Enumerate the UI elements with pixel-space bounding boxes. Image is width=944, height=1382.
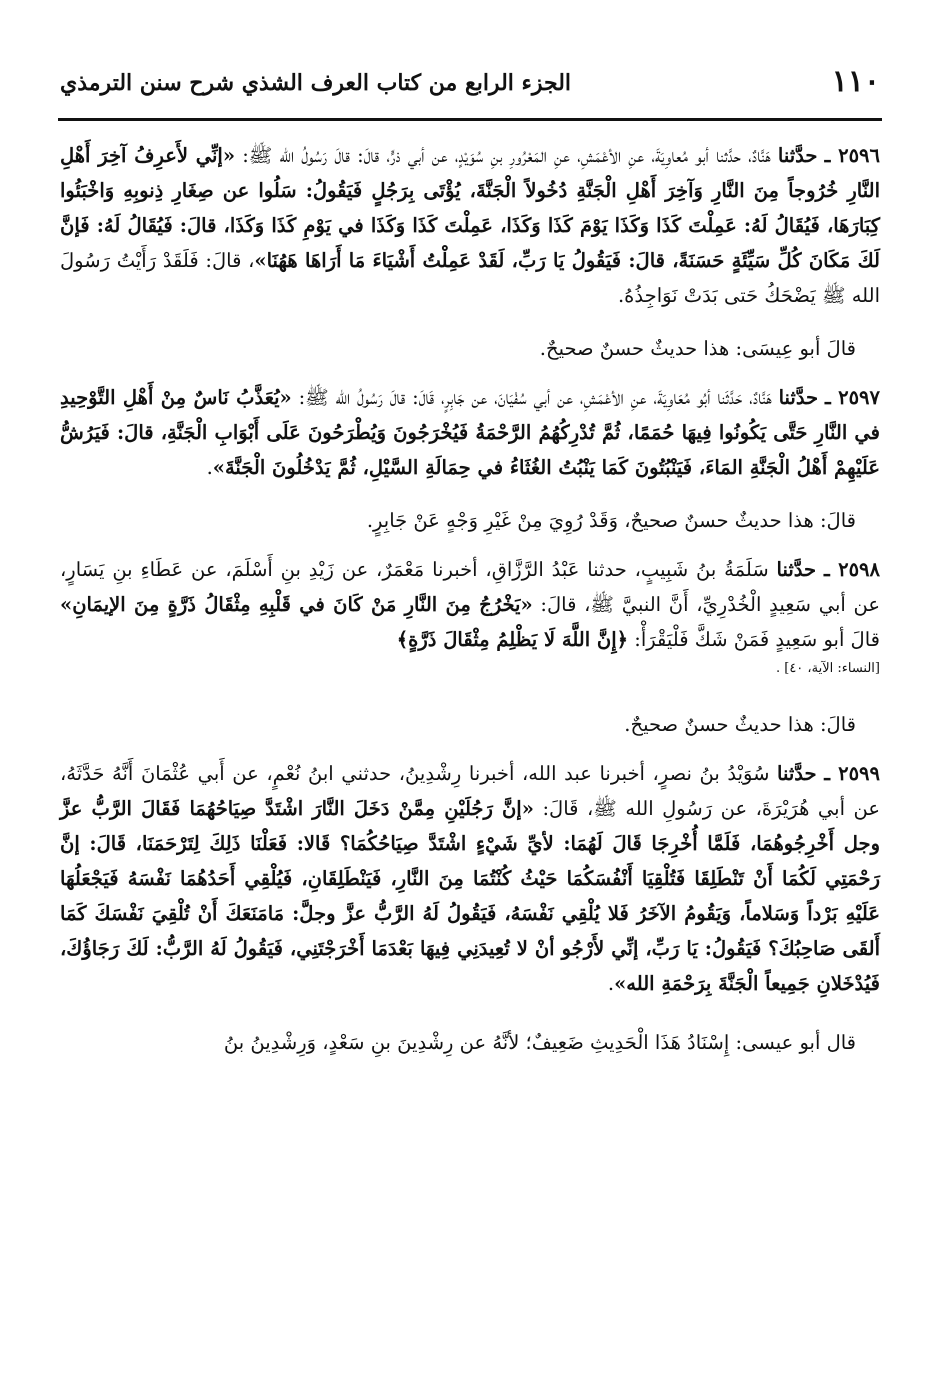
page-number: ١١٠ [831, 64, 880, 99]
hadith-2599 [60, 756, 880, 1001]
hadith-number: ٢٥٩٧ ـ [824, 386, 880, 409]
verse-reference: [النساء: الآية، ٤٠] . [775, 661, 880, 676]
hadith-2598 [60, 552, 880, 657]
haddathana-label: حدَّثنا [777, 762, 817, 785]
isnad-text: سُوَيْدُ بنُ نصرٍ، أخبرنا عبد الله، أخبرنا رِشْدِينُ، حدثني ابنُ نُعْمٍ، عن أَبي عُثْمَانَ أَنَّهُ حَدَّثَهُ، عن أبي هُرَيْرَةَ، عن رَسُولِ الله ﷺ، قَالَ: [60, 762, 880, 820]
after-matn-text: . [607, 972, 615, 995]
page-body [60, 138, 880, 1060]
haddathana-label: حدَّثنا [776, 558, 817, 581]
haddathana-label: حدَّثنا [778, 386, 819, 409]
hadith-number: ٢٥٩٨ ـ [823, 558, 880, 581]
after-matn-text: قالَ أبو سَعِيدٍ فَمَنْ شَكَّ فَلْيَقْرَأْ: [634, 628, 880, 651]
hadith-2597 [60, 380, 880, 485]
grading-note: قالَ: هذا حديثٌ حسنٌ صحيحٌ. [624, 713, 856, 736]
after-matn-text: . [206, 456, 213, 479]
matn-text: «يَخْرُجُ مِنَ النَّارِ مَنْ كَانَ في قَلْبِهِ مِثْقَالُ ذَرَّةٍ مِنَ الإيمَانِ» [60, 593, 533, 616]
matn-text: «يُعَذَّبُ نَاسٌ مِنْ أَهْلِ التَّوْحِيدِ في النَّارِ حَتَّى يَكُونُوا فِيهَا حُمَمًا، ثُمَّ تُدْرِكُهُمُ الرَّحْمَةُ فَيُخْرَجُونَ وَيُطْرَحُونَ عَلَى أَبْوَابِ الْجَنَّةِ، قالَ: فَيَرُشُّ عَلَيْهِمْ أَهْلُ الْجَنَّةِ المَاءَ، فَيَنْبُتُونَ كَمَا يَنْبُتُ الغُثَاءُ في حِمَالَةِ السَّيْلِ، ثُمَّ يَدْخُلُونَ الْجَنَّةَ» [60, 386, 880, 479]
header-rule [58, 118, 882, 121]
quran-verse: ﴿إِنَّ اللَّهَ لَا يَظْلِمُ مِثْقَالَ ذَرَّةٍ﴾ [396, 628, 629, 651]
grading-note: قالَ: هذا حديثٌ حسنٌ صحيحٌ، وَقَدْ رُوِيَ مِنْ غَيْرِ وَجْهٍ عَنْ جَابِرٍ. [366, 509, 856, 532]
isnad-text: هَنَّادٌ، حَدَّثَنا أبُو مُعَاوِيَةَ، عنِ الأعْمَشِ، عن أبي سُفْيَانَ، عن جَابِرٍ، قَالَ: قالَ رَسُولُ الله ﷺ: [298, 386, 772, 409]
page-header [60, 60, 880, 118]
isnad-text: هَنَّادٌ، حدَّثنا أبو مُعاوِيَةَ، عنِ الأعْمَشِ، عنِ المَعْرُورِ بنِ سُوَيْدٍ، عن أبي ذرٍّ، قالَ: قالَ رَسُولُ الله ﷺ: [242, 144, 771, 167]
matn-text: «إنَّ رَجُلَيْنِ مِمَّنْ دَخَلَ النَّارَ اشْتَدَّ صِيَاحُهُمَا فَقَالَ الرَّبُّ عزَّ وجل أَخْرِجُوهُمَا، فَلَمَّا أُخْرِجَا قَالَ لَهُمَا: لأيِّ شَيْءٍ اشْتَدَّ صِيَاحُكُمَا؟ قَالا: فَعَلْنَا ذَلِكَ لِتَرْحَمَنَا، قَالَ: إنَّ رَحْمَتِي لَكُمَا أَنْ تَنْطَلِقَا فَتُلْقِيَا أَنْفُسَكُمَا حَيْثُ كُنْتُمَا مِنَ النَّارِ، فَيَنْطَلِقَانِ، فَيُلْقِي أَحَدُهُمَا نَفْسَهُ فَيَجْعَلُهَا عَلَيْهِ بَرْداً وَسَلاماً، وَيَقُومُ الآخَرُ فَلا يُلْقِي نَفْسَهُ، فَيَقُولُ لَهُ الرَّبُّ عزَّ وجلَّ: مَامَنَعَكَ أَنْ تُلْقِيَ نَفْسَكَ كَمَا أَلقَى صَاحِبُكَ؟ فَيَقُولُ: يَا رَبِّ، إنِّي لأَرْجُو أنْ لا تُعِيدَنِي فِيهَا بَعْدَمَا أَخْرَجْتَنِي، فَيَقُولُ لَهُ الرَّبُّ: لَكَ رَجَاؤُكَ، فَيُدْخَلانِ جَمِيعاً الْجَنَّةَ بِرَحْمَةِ الله» [60, 797, 880, 995]
hadith-number: ٢٥٩٩ ـ [824, 762, 880, 785]
hadith-number: ٢٥٩٦ ـ [824, 144, 880, 167]
hadith-2596 [60, 138, 880, 313]
isnad-text: سَلَمَةُ بنُ شَبِيبٍ، حدثنا عَبْدُ الرَّزَّاقِ، أخبرنا مَعْمَرٌ، عن زَيْدِ بنِ أَسْلَمَ، عن عَطَاءِ بنِ يَسَارٍ، عن أبي سَعِيدٍ الْخُدْرِيِّ، أَنَّ النبيَّ ﷺ، قالَ: [60, 558, 881, 616]
grading-note: قالَ أبو عِيسَى: هذا حديثٌ حسنٌ صحيحٌ. [539, 337, 856, 360]
running-title: الجزء الرابع من كتاب العرف الشذي شرح سنن الترمذي [60, 70, 572, 96]
grading-note: قال أبو عيسى: إِسْنَادُ هَذَا الْحَدِيثِ ضَعِيفٌ؛ لأنَّهُ عن رِشْدِينَ بنِ سَعْدٍ، وَرِشْدِينُ بنُ [223, 1031, 856, 1054]
haddathana-label: حدَّثنا [777, 144, 818, 167]
matn-text: «إنِّي لأَعرِفُ آخِرَ أَهْلِ النَّارِ خُرُوجاً مِنَ النَّارِ وَآخِرَ أَهْلِ الْجَنَّةِ دُخُولاً الْجَنَّةَ، يُؤْتَى بِرَجُلٍ فَيَقُولُ: سَلُوا عن صِغَارِ ذِنوبِهِ وَاخْبَئُوا كِبَارَهَا، فَيُقَالُ لَهُ: عَمِلْتَ كَذَا وَكَذَا يَوْمَ كَذَا وَكَذَا، عَمِلْتَ كَذَا وَكَذَا في يَوْمِ كَذَا وَكَذَا، قالَ: فَيُقَالُ لَهُ: فَإنَّ لَكَ مَكَانَ كُلِّ سَيِّئَةٍ حَسَنَةً، قالَ: فَيَقُولُ يَا رَبِّ، لَقَدْ عَمِلْتُ أَشْيَاءَ مَا أَرَاهَا هَهُنَا» [60, 144, 881, 272]
after-matn-text: ، قالَ: فَلَقَدْ رَأَيْتُ رَسُولَ الله ﷺ يَضْحَكُ حَتى بَدَتْ نَوَاجِذُهُ. [60, 249, 880, 307]
